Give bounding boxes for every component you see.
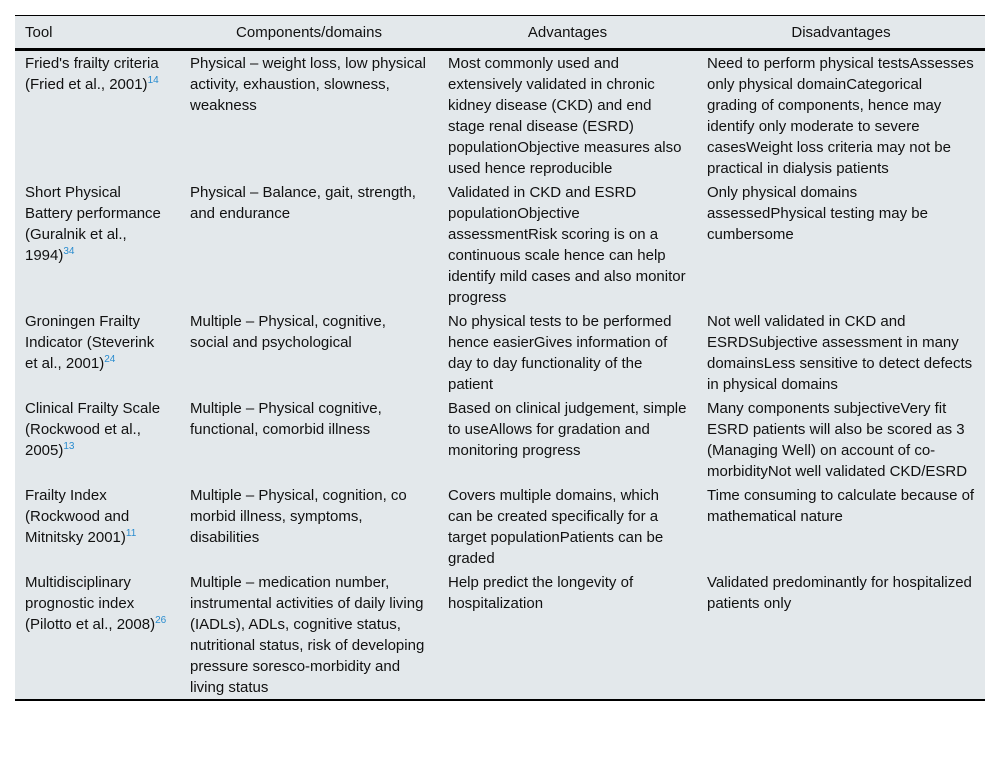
header-advantages: Advantages [438,16,697,50]
components-cell: Multiple – Physical, cognition, co morbid illness, symptoms, disabilities [190,487,407,546]
reference-link[interactable]: 11 [125,528,137,539]
components-cell: Multiple – Physical cognitive, functional, comorbid illness [190,400,382,438]
tool-cell [15,50,180,181]
components-cell: Multiple – medication number, instrumental activities of daily living (IADLs), ADLs, cognitive status, nutritional status, risk of developing pressure soresco-morbidity and living status [190,574,425,696]
table-row [15,396,985,483]
tool-name: Fried's frailty criteria (Fried et al., 2001) [25,55,159,93]
header-components: Components/domains [180,16,438,50]
tool-name: Short Physical Battery performance (Guralnik et al., 1994) [25,184,161,264]
tool-name: Clinical Frailty Scale (Rockwood et al., 2005) [25,400,161,459]
reference-link[interactable]: 14 [147,75,159,86]
tool-cell [15,396,180,483]
table-row [15,483,985,570]
table-row [15,50,985,181]
advantages-cell: Help predict the longevity of hospitalization [448,574,634,612]
header-tool: Tool [15,16,180,50]
header-disadvantages: Disadvantages [697,16,985,50]
reference-link[interactable]: 13 [63,441,75,452]
frailty-tools-table-container [15,15,985,701]
tool-name: Groningen Frailty Indicator (Steverink et al., 2001) [25,313,155,372]
table-row [15,309,985,396]
tool-name: Multidisciplinary prognostic index (Pilotto et al., 2008) [25,574,156,633]
reference-link[interactable]: 34 [63,246,75,257]
advantages-cell: Most commonly used and extensively validated in chronic kidney disease (CKD) and end stage renal disease (ESRD) populationObjective measures also used hence reproducible [448,55,682,177]
advantages-cell: Validated in CKD and ESRD populationObjective assessmentRisk scoring is on a continuous scale hence can help identify mild cases and also monitor progress [448,184,686,306]
tool-cell [15,483,180,570]
components-cell: Physical – weight loss, low physical activity, exhaustion, slowness, weakness [190,55,426,114]
table-row [15,180,985,309]
disadvantages-cell: Time consuming to calculate because of mathematical nature [707,487,975,525]
reference-link[interactable]: 26 [155,615,167,626]
tool-cell [15,309,180,396]
table-header-row [15,16,985,50]
disadvantages-cell: Many components subjectiveVery fit ESRD patients will also be scored as 3 (Managing Well) on account of co-morbidityNot well validated CKD/ESRD [707,400,968,480]
components-cell: Multiple – Physical, cognitive, social and psychological [190,313,386,351]
tool-cell [15,180,180,309]
disadvantages-cell: Only physical domains assessedPhysical testing may be cumbersome [707,184,928,243]
tool-cell [15,570,180,699]
tool-name: Frailty Index (Rockwood and Mitnitsky 2001) [25,487,130,546]
disadvantages-cell: Validated predominantly for hospitalized patients only [707,574,972,612]
table-row [15,570,985,699]
advantages-cell: Based on clinical judgement, simple to useAllows for gradation and monitoring progress [448,400,687,459]
advantages-cell: Covers multiple domains, which can be created specifically for a target populationPatients can be graded [448,487,664,567]
disadvantages-cell: Need to perform physical testsAssesses only physical domainCategorical grading of components, hence may identify only moderate to severe casesWeight loss criteria may not be practical in dialysis patients [707,55,974,177]
disadvantages-cell: Not well validated in CKD and ESRDSubjective assessment in many domainsLess sensitive to detect defects in physical domains [707,313,973,393]
advantages-cell: No physical tests to be performed hence easierGives information of day to day functionality of the patient [448,313,672,393]
components-cell: Physical – Balance, gait, strength, and endurance [190,184,416,222]
frailty-tools-table [15,16,985,699]
reference-link[interactable]: 24 [104,354,116,365]
